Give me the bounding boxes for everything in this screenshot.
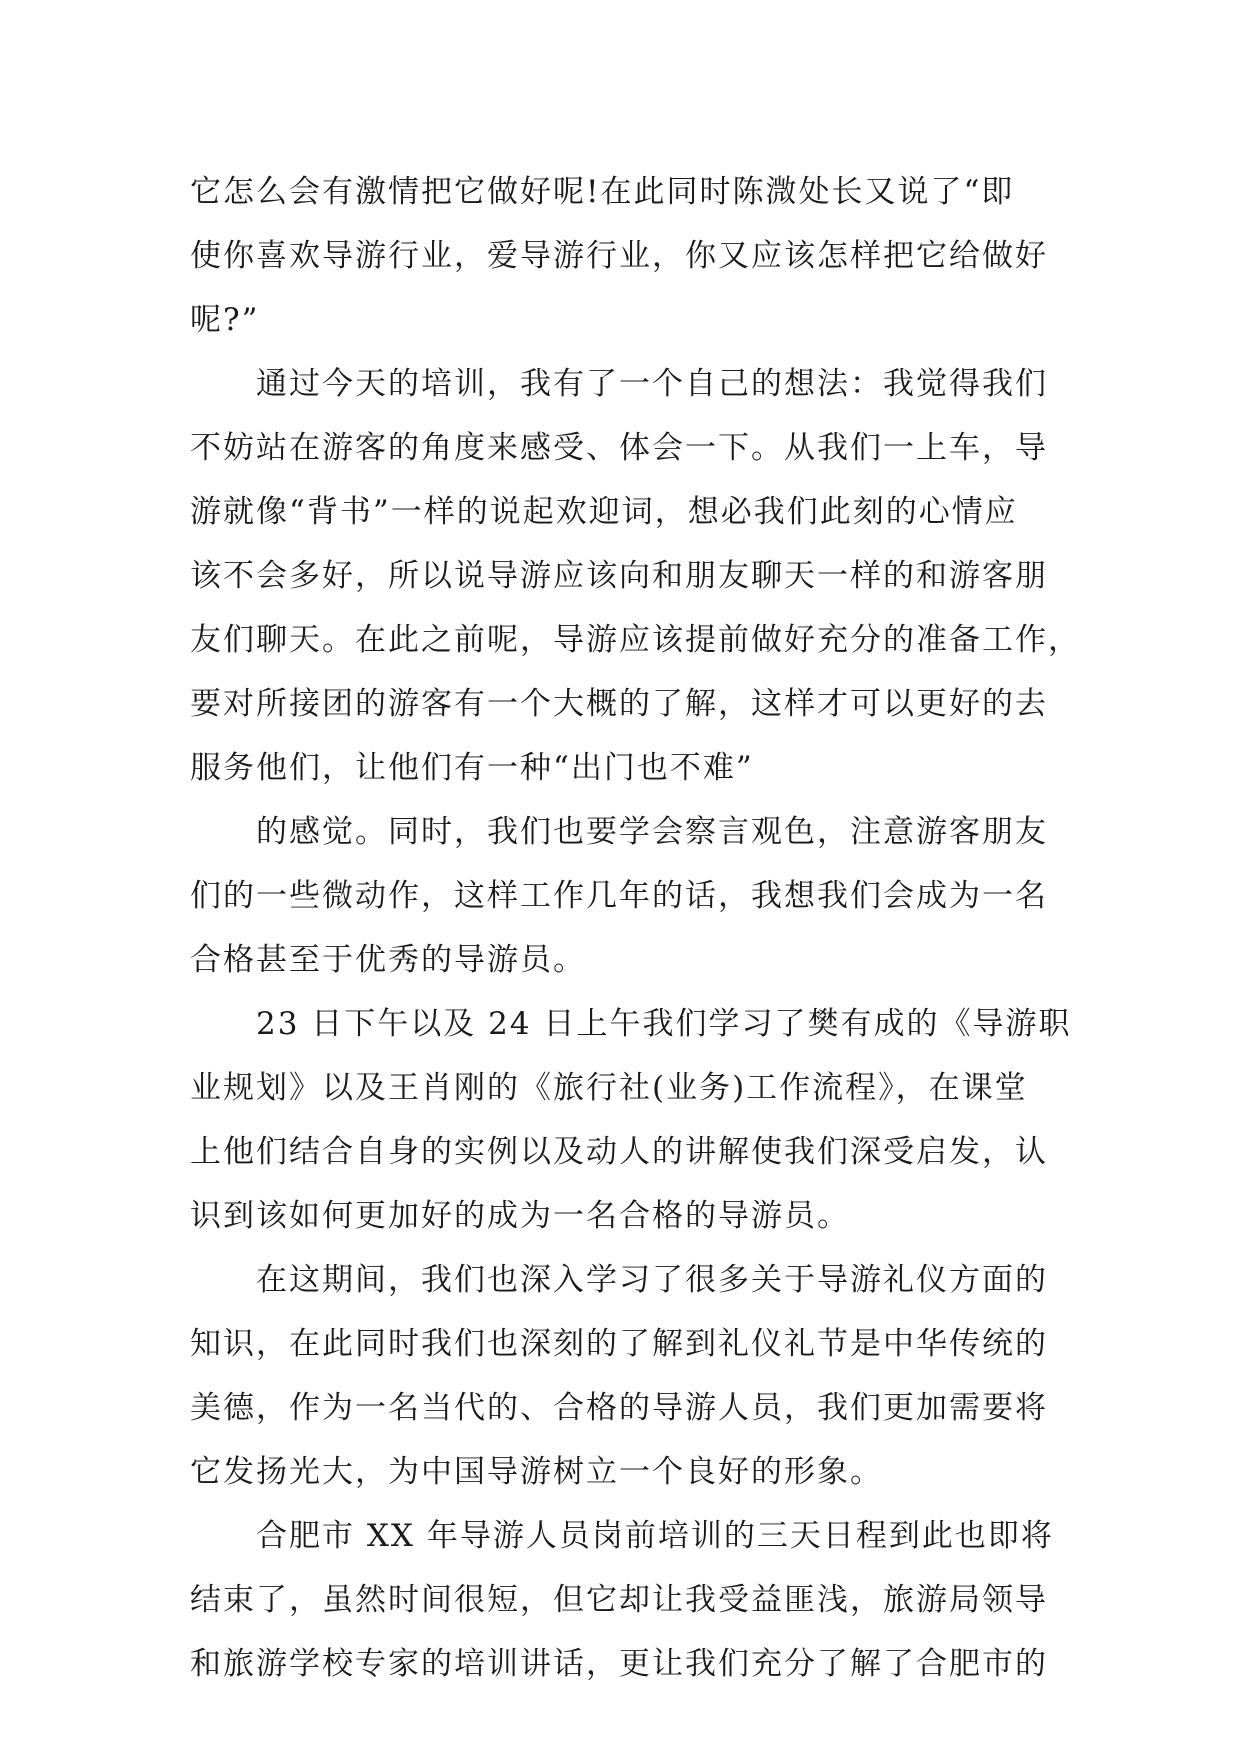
paragraph-first-line: 在这期间，我们也深入学习了很多关于导游礼仪方面的 bbox=[256, 1262, 1048, 1298]
text-line: 知识，在此同时我们也深刻的了解到礼仪礼节是中华传统的 bbox=[190, 1326, 1048, 1362]
text-line: 呢?” bbox=[190, 302, 260, 338]
document-page bbox=[190, 160, 1081, 1696]
text-line: 它怎么会有激情把它做好呢!在此同时陈溦处长又说了“即 bbox=[190, 174, 1015, 210]
text-line: 上他们结合自身的实例以及动人的讲解使我们深受启发，认 bbox=[190, 1134, 1048, 1170]
text-line: 它发扬光大，为中国导游树立一个良好的形象。 bbox=[190, 1454, 883, 1490]
text-line: 不妨站在游客的角度来感受、体会一下。从我们一上车，导 bbox=[190, 430, 1048, 466]
text-line: 和旅游学校专家的培训讲话，更让我们充分了解了合肥市的 bbox=[190, 1646, 1048, 1682]
text-line: 结束了，虽然时间很短，但它却让我受益匪浅，旅游局领导 bbox=[190, 1582, 1048, 1618]
paragraph-first-line: 通过今天的培训，我有了一个自己的想法：我觉得我们 bbox=[256, 366, 1048, 402]
paragraph-first-line: 23 日下午以及 24 日上午我们学习了樊有成的《导游职 bbox=[256, 1006, 1072, 1042]
text-line: 服务他们，让他们有一种“出门也不难” bbox=[190, 750, 754, 786]
text-line: 们的一些微动作，这样工作几年的话，我想我们会成为一名 bbox=[190, 878, 1048, 914]
paragraph-first-line: 的感觉。同时，我们也要学会察言观色，注意游客朋友 bbox=[256, 814, 1048, 850]
text-line: 游就像“背书”一样的说起欢迎词，想必我们此刻的心情应 bbox=[190, 494, 1018, 530]
text-line: 识到该如何更加好的成为一名合格的导游员。 bbox=[190, 1198, 850, 1234]
text-line: 业规划》以及王肖刚的《旅行社(业务)工作流程》，在课堂 bbox=[190, 1070, 1028, 1106]
paragraph-first-line: 合肥市 XX 年导游人员岗前培训的三天日程到此也即将 bbox=[256, 1518, 1054, 1554]
text-line: 友们聊天。在此之前呢，导游应该提前做好充分的准备工作， bbox=[190, 622, 1081, 658]
text-line: 该不会多好，所以说导游应该向和朋友聊天一样的和游客朋 bbox=[190, 558, 1048, 594]
text-line: 使你喜欢导游行业，爱导游行业，你又应该怎样把它给做好 bbox=[190, 238, 1048, 274]
text-line: 要对所接团的游客有一个大概的了解，这样才可以更好的去 bbox=[190, 686, 1048, 722]
text-line: 美德，作为一名当代的、合格的导游人员，我们更加需要将 bbox=[190, 1390, 1048, 1426]
text-line: 合格甚至于优秀的导游员。 bbox=[190, 942, 586, 978]
